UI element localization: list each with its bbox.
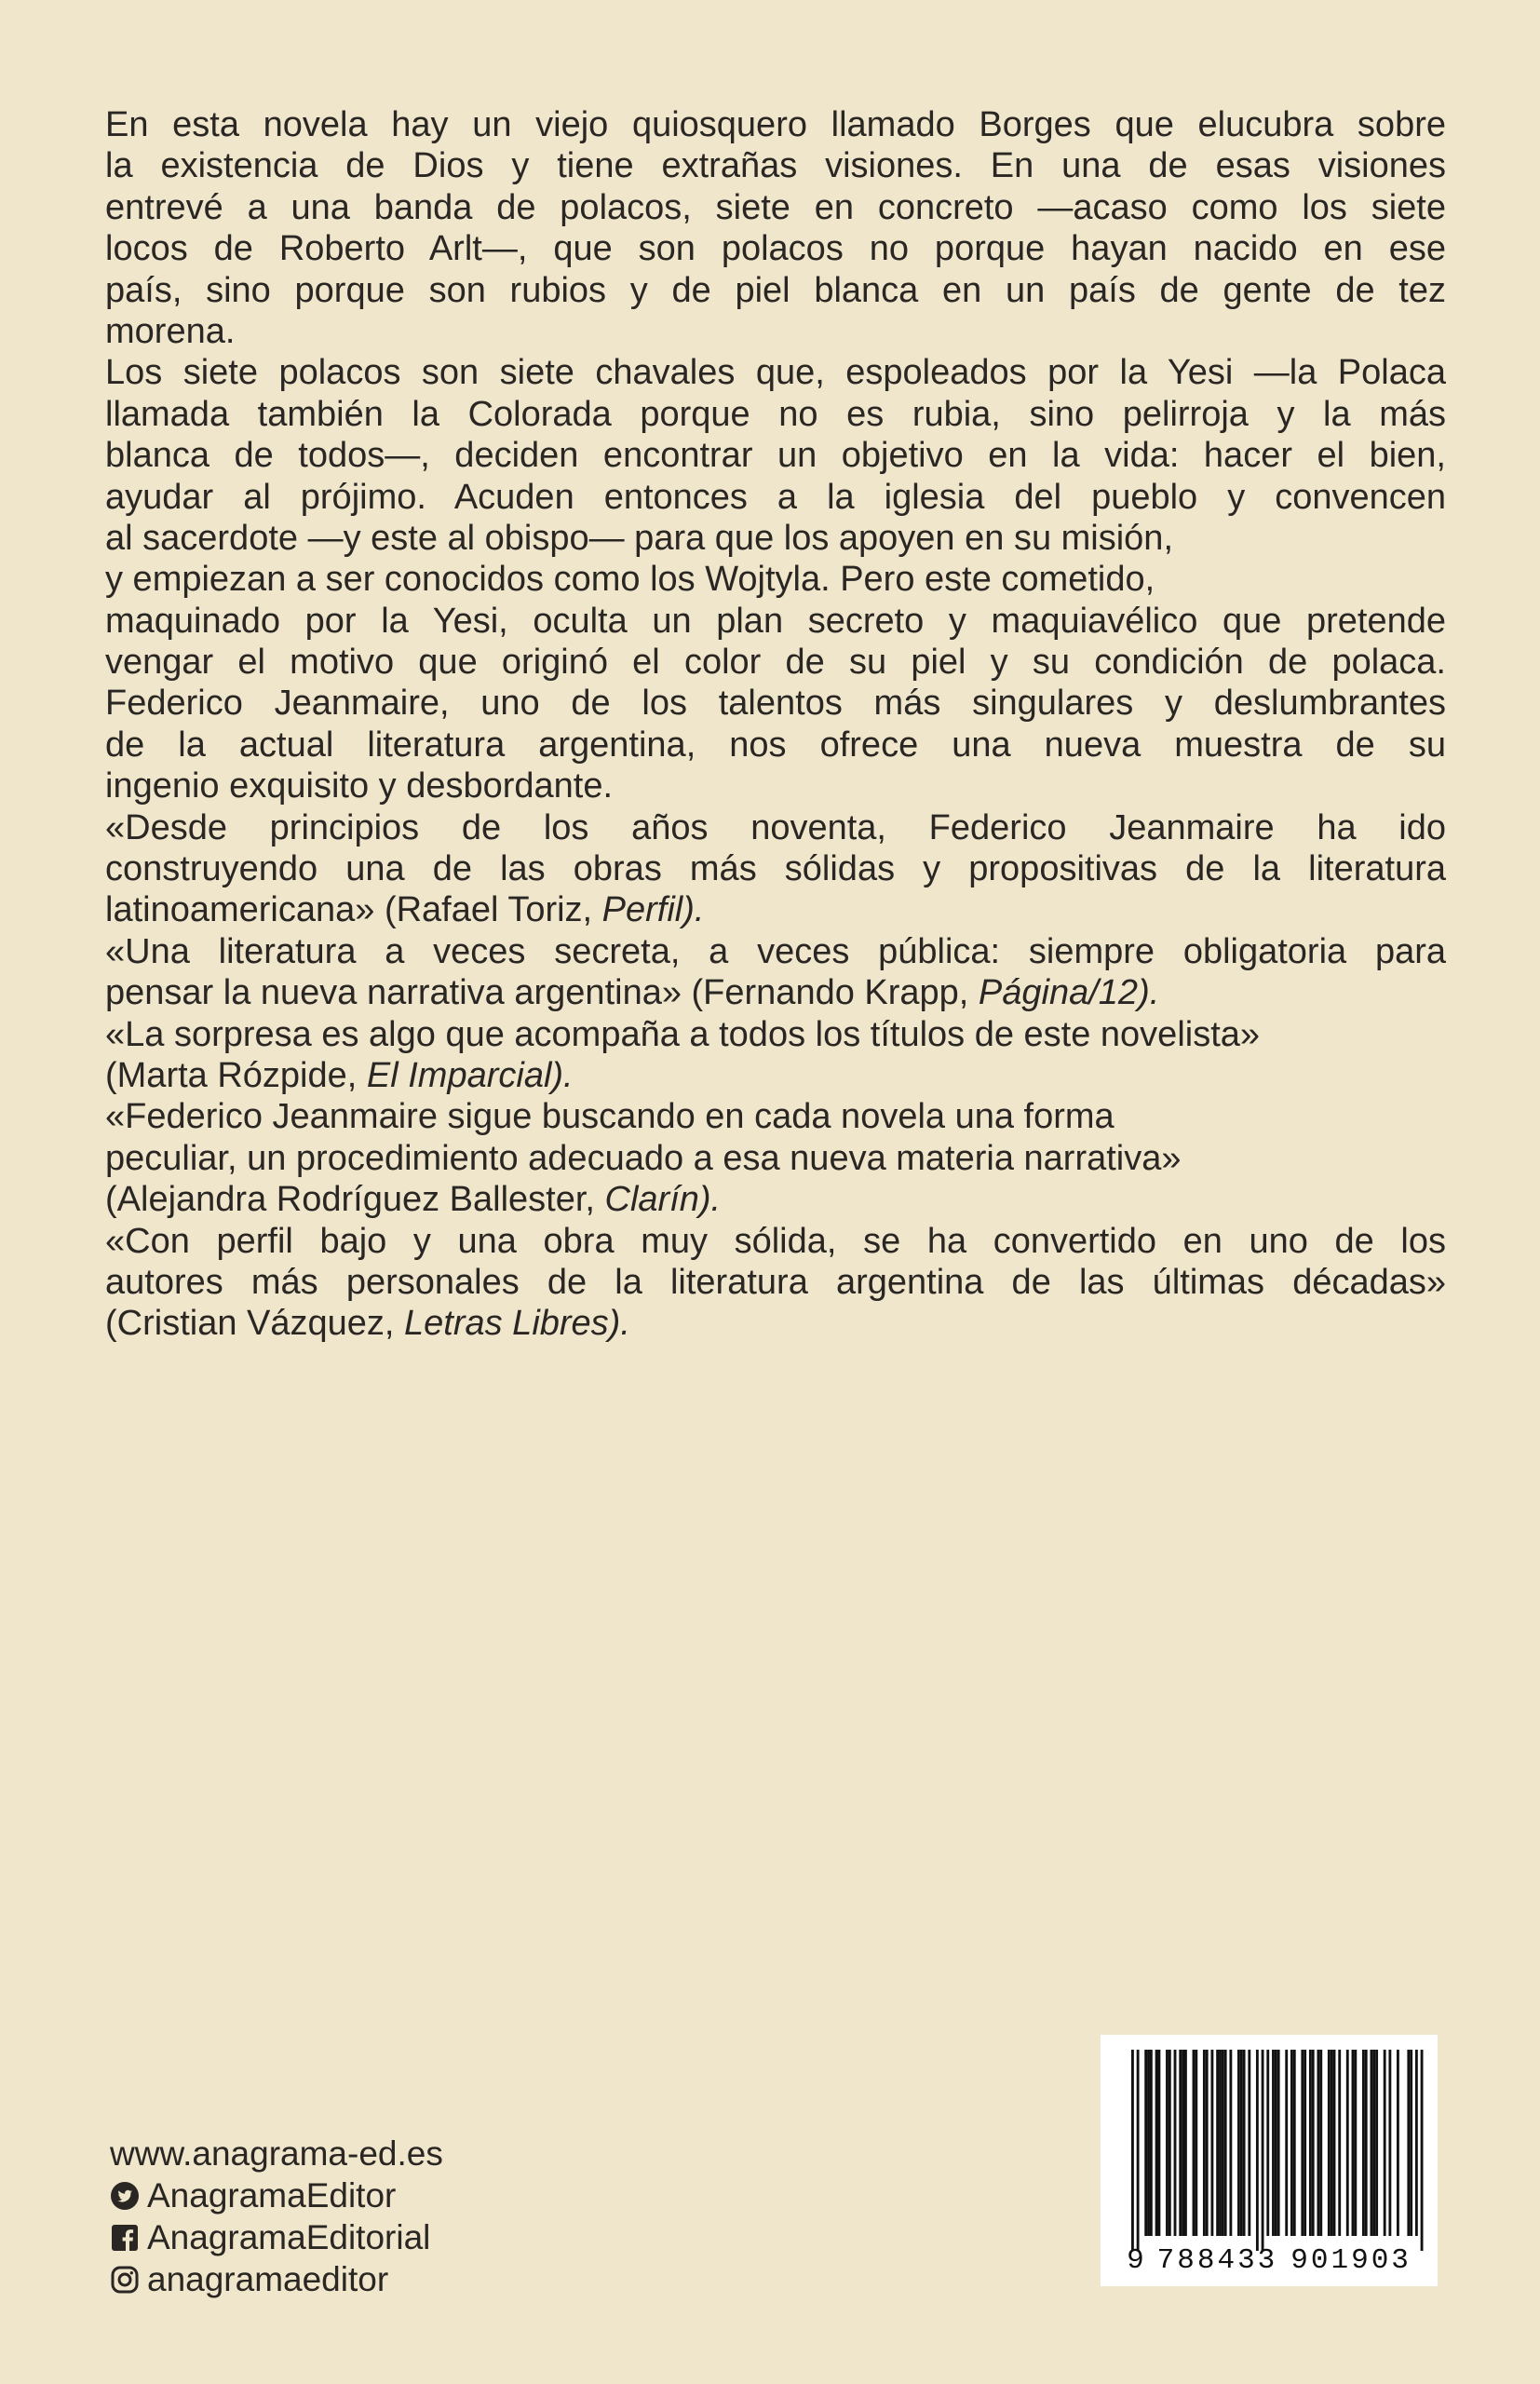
- barcode-bar: [1319, 2050, 1322, 2236]
- synopsis-line: [105, 931, 1446, 972]
- publication-name: Perfil).: [601, 890, 705, 930]
- barcode-bar: [1195, 2050, 1197, 2236]
- synopsis-line: [105, 1262, 1446, 1303]
- barcode-bar: [1169, 2050, 1171, 2236]
- barcode-bar: [1346, 2050, 1349, 2236]
- line-text: al sacerdote —y este al obispo— para que los apoyen en su misión,: [105, 518, 1173, 558]
- barcode-bar: [1285, 2050, 1288, 2236]
- barcode-bar: [1237, 2050, 1240, 2236]
- synopsis-line: [105, 765, 1446, 806]
- line-text: maquinado por la Yesi, oculta un plan secreto y maquiavélico que pretende: [105, 601, 1446, 641]
- synopsis-line: [105, 725, 1446, 765]
- line-text: latinoamericana» (Rafael Toriz,: [105, 890, 602, 930]
- barcode-bar: [1304, 2050, 1306, 2236]
- barcode-bar: [1166, 2050, 1169, 2236]
- barcode-bar: [1262, 2050, 1264, 2251]
- barcode-bar: [1203, 2050, 1206, 2236]
- barcode-bar: [1248, 2050, 1250, 2236]
- synopsis-text: [105, 104, 1446, 1345]
- synopsis-line: [105, 1014, 1446, 1055]
- barcode-bar: [1193, 2050, 1196, 2236]
- synopsis-line: [105, 187, 1446, 228]
- publication-name: Clarín).: [604, 1180, 722, 1220]
- instagram-row[interactable]: [110, 2258, 669, 2300]
- line-text: país, sino porque son rubios y de piel blanca en un país de gente de tez: [105, 270, 1446, 310]
- synopsis-line: [105, 807, 1446, 848]
- synopsis-line: [105, 601, 1446, 642]
- line-text: locos de Roberto Arlt—, que son polacos no porque hayan nacido en ese: [105, 229, 1446, 269]
- synopsis-line: [105, 518, 1446, 559]
- publisher-contact: [110, 2133, 669, 2300]
- barcode-bar: [1184, 2050, 1187, 2236]
- synopsis-line: [105, 559, 1446, 600]
- barcode-bar: [1158, 2050, 1161, 2236]
- line-text: «Una literatura a veces secreta, a veces pública: siempre obligatoria para: [105, 931, 1446, 971]
- barcode-bar: [1333, 2050, 1336, 2236]
- synopsis-line: [105, 1055, 1446, 1096]
- line-text: Federico Jeanmaire, uno de los talentos más singulares y deslumbrantes: [105, 684, 1446, 724]
- synopsis-line: [105, 270, 1446, 311]
- barcode-bar: [1216, 2050, 1219, 2236]
- publication-name: Letras Libres).: [404, 1304, 630, 1344]
- barcode-bar: [1211, 2050, 1214, 2236]
- barcode-bar: [1147, 2050, 1150, 2236]
- barcode-bar: [1174, 2050, 1177, 2236]
- line-text: de la actual literatura argentina, nos ofrece una nueva muestra de su: [105, 725, 1446, 765]
- barcode-bar: [1290, 2050, 1293, 2236]
- synopsis-line: [105, 642, 1446, 683]
- synopsis-line: [105, 683, 1446, 724]
- barcode-bar: [1219, 2050, 1222, 2236]
- barcode-bar: [1372, 2050, 1375, 2236]
- barcode-bar: [1256, 2050, 1259, 2251]
- synopsis-line: [105, 848, 1446, 889]
- line-text: «Desde principios de los años noventa, Federico Jeanmaire ha ido: [105, 807, 1446, 847]
- line-text: (Alejandra Rodríguez Ballester,: [105, 1180, 605, 1220]
- line-text: «Federico Jeanmaire sigue buscando en cada novela una forma: [105, 1097, 1114, 1137]
- barcode-bar: [1384, 2050, 1386, 2236]
- barcode-bar: [1301, 2050, 1304, 2236]
- synopsis-line: [105, 889, 1446, 930]
- barcode-bar: [1312, 2050, 1315, 2236]
- line-text: (Marta Rózpide,: [105, 1055, 367, 1095]
- synopsis-line: [105, 1138, 1446, 1179]
- facebook-row[interactable]: [110, 2216, 669, 2258]
- barcode-bar: [1206, 2050, 1209, 2236]
- line-text: entrevé a una banda de polacos, siete en concreto —acaso como los siete: [105, 187, 1446, 227]
- facebook-handle[interactable]: AnagramaEditorial: [147, 2218, 431, 2256]
- barcode-bar: [1137, 2050, 1140, 2251]
- barcode-bar: [1243, 2050, 1246, 2236]
- barcode-bar: [1266, 2050, 1269, 2236]
- barcode-bar: [1352, 2050, 1355, 2236]
- twitter-row[interactable]: [110, 2174, 669, 2216]
- barcode-bar: [1365, 2050, 1368, 2236]
- barcode-bar: [1309, 2050, 1312, 2236]
- barcode-bar: [1328, 2050, 1331, 2236]
- line-text: «Con perfil bajo y una obra muy sólida, se ha convertido en uno de los: [105, 1221, 1446, 1261]
- facebook-icon: [110, 2223, 140, 2253]
- barcode-bar: [1407, 2050, 1410, 2236]
- barcode-bar: [1275, 2050, 1277, 2236]
- line-text: autores más personales de la literatura argentina de las últimas décadas»: [105, 1262, 1446, 1302]
- line-text: pensar la nueva narrativa argentina» (Fernando Krapp,: [105, 973, 979, 1013]
- barcode-bar: [1421, 2050, 1424, 2251]
- barcode-bar: [1371, 2050, 1373, 2236]
- publication-name: Página/12).: [978, 973, 1160, 1013]
- website-row[interactable]: [110, 2133, 669, 2174]
- synopsis-line: [105, 104, 1446, 145]
- line-text: «La sorpresa es algo que acompaña a todos los títulos de este novelista»: [105, 1014, 1261, 1054]
- synopsis-line: [105, 972, 1446, 1013]
- barcode-bar: [1229, 2050, 1232, 2236]
- website-link[interactable]: www.anagrama-ed.es: [110, 2134, 443, 2173]
- barcode-bar: [1415, 2050, 1418, 2236]
- isbn-number: [1101, 2242, 1438, 2279]
- instagram-icon: [110, 2265, 140, 2295]
- barcode-bar: [1375, 2050, 1378, 2236]
- barcode-bar: [1224, 2050, 1227, 2236]
- barcode-bar: [1410, 2050, 1412, 2236]
- line-text: ingenio exquisito y desbordante.: [105, 766, 614, 806]
- line-text: construyendo una de las obras más sólidas y propositivas de la literatura: [105, 849, 1446, 889]
- line-text: peculiar, un procedimiento adecuado a esa nueva materia narrativa»: [105, 1138, 1182, 1178]
- barcode-bar: [1182, 2050, 1184, 2236]
- synopsis-line: [105, 311, 1446, 352]
- barcode-bar: [1272, 2050, 1275, 2236]
- barcode-bar: [1222, 2050, 1224, 2236]
- line-text: morena.: [105, 311, 236, 351]
- synopsis-line: [105, 145, 1446, 186]
- line-text: Los siete polacos son siete chavales que, espoleados por la Yesi —la Polaca: [105, 353, 1446, 393]
- barcode-bar: [1144, 2050, 1147, 2236]
- isbn-group-left: 788433: [1156, 2243, 1278, 2277]
- barcode-bar: [1293, 2050, 1296, 2236]
- synopsis-line: [105, 1303, 1446, 1344]
- instagram-handle[interactable]: anagramaeditor: [147, 2260, 389, 2298]
- line-text: vengar el motivo que originó el color de su piel y su condición de polaca.: [105, 643, 1446, 683]
- twitter-handle[interactable]: AnagramaEditor: [147, 2176, 397, 2215]
- line-text: y empiezan a ser conocidos como los Wojtyla. Pero este cometido,: [105, 560, 1155, 600]
- barcode-bar: [1338, 2050, 1341, 2236]
- line-text: ayudar al prójimo. Acuden entonces a la iglesia del pueblo y convencen: [105, 477, 1446, 517]
- synopsis-line: [105, 1179, 1446, 1220]
- line-text: blanca de todos—, deciden encontrar un objetivo en la vida: hacer el bien,: [105, 436, 1446, 476]
- barcode-bar: [1331, 2050, 1333, 2236]
- publication-name: El Imparcial).: [366, 1055, 574, 1095]
- synopsis-line: [105, 1096, 1446, 1137]
- line-text: (Cristian Vázquez,: [105, 1304, 405, 1344]
- barcode-bar: [1131, 2050, 1134, 2251]
- synopsis-line: [105, 1221, 1446, 1262]
- barcode-bar: [1317, 2050, 1320, 2236]
- synopsis-line: [105, 394, 1446, 435]
- barcode-bar: [1354, 2050, 1357, 2236]
- synopsis-line: [105, 477, 1446, 518]
- barcode-bar: [1388, 2050, 1391, 2236]
- isbn-group-right: 901903: [1290, 2243, 1412, 2277]
- barcode-bar: [1277, 2050, 1280, 2236]
- barcode-bar: [1362, 2050, 1365, 2236]
- twitter-icon: [110, 2181, 140, 2211]
- synopsis-line: [105, 228, 1446, 269]
- line-text: En esta novela hay un viejo quiosquero llamado Borges que elucubra sobre: [105, 105, 1446, 144]
- line-text: llamada también la Colorada porque no es rubia, sino pelirroja y la más: [105, 394, 1446, 434]
- barcode-bar: [1179, 2050, 1182, 2236]
- isbn-barcode: [1101, 2035, 1438, 2286]
- isbn-prefix: 9: [1127, 2243, 1144, 2277]
- barcode-bar: [1150, 2050, 1153, 2236]
- synopsis-line: [105, 352, 1446, 393]
- barcode-bar: [1397, 2050, 1399, 2236]
- barcode-bar: [1155, 2050, 1158, 2236]
- line-text: la existencia de Dios y tiene extrañas visiones. En una de esas visiones: [105, 146, 1446, 186]
- synopsis-line: [105, 435, 1446, 476]
- barcode-bar: [1240, 2050, 1243, 2236]
